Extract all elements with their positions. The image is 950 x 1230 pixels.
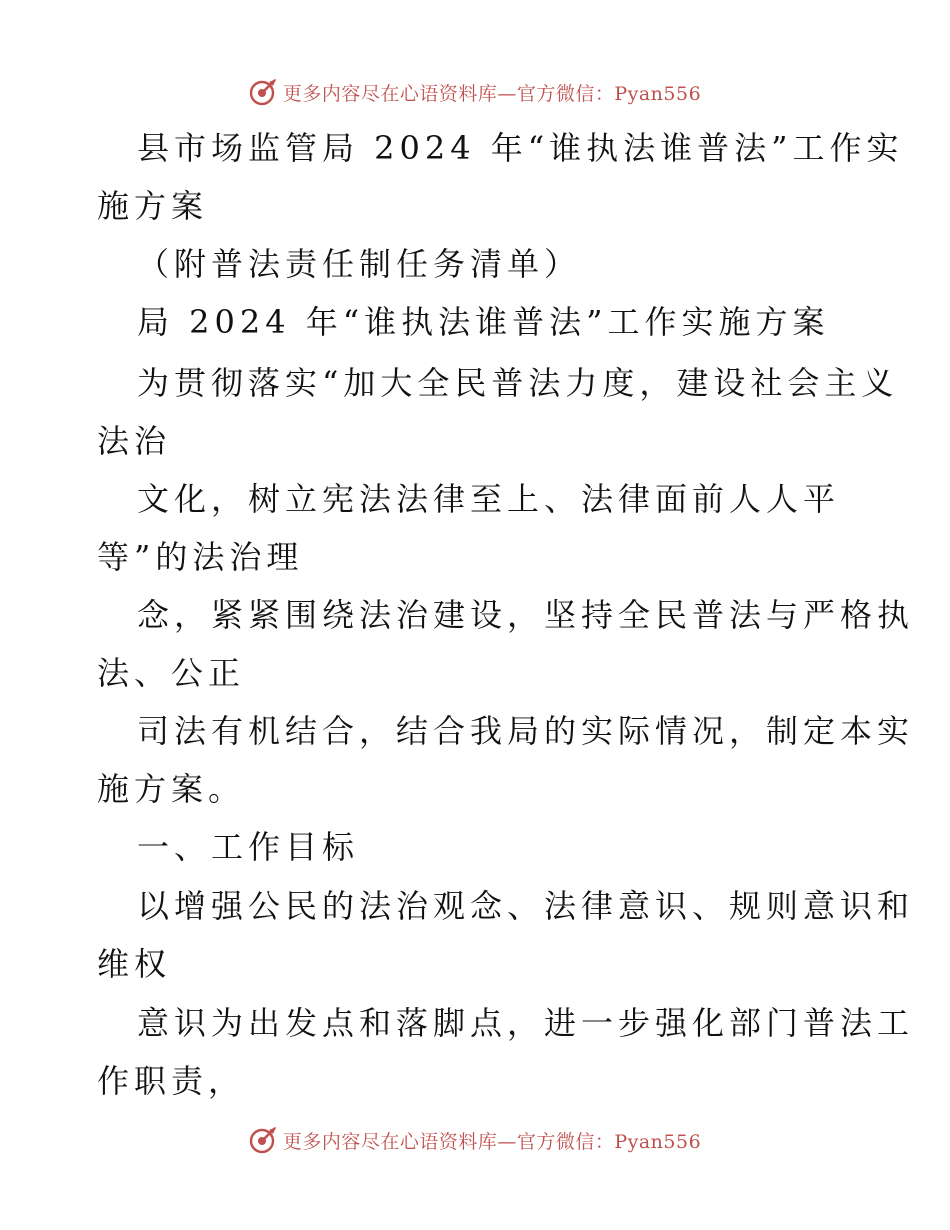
- watermark-banner-bottom: [0, 1120, 950, 1160]
- document-title-line: 施方案: [97, 187, 209, 225]
- paragraph-line: 为贯彻落实“加大全民普法力度，建设社会主义: [137, 364, 899, 402]
- watermark-text: 更多内容尽在心语资料库—官方微信：Pyan556: [282, 1130, 702, 1153]
- section-heading: 一、工作目标: [137, 828, 360, 866]
- paragraph-line: 作职责，: [97, 1062, 246, 1100]
- document-title-line: 县市场监管局 2024 年“谁执法谁普法”工作实: [137, 129, 904, 167]
- paragraph-line: 施方案。: [97, 770, 246, 808]
- paragraph-line: 以增强公民的法治观念、法律意识、规则意识和: [137, 887, 915, 925]
- document-heading: 局 2024 年“谁执法谁普法”工作实施方案: [137, 303, 830, 341]
- paragraph-line: 法治: [97, 422, 172, 460]
- paragraph-line: 维权: [97, 945, 172, 983]
- paragraph-line: 等”的法治理: [97, 538, 304, 576]
- watermark-text: 更多内容尽在心语资料库—官方微信：Pyan556: [282, 82, 702, 105]
- quill-logo-icon: [249, 1126, 277, 1154]
- paragraph-line: 念，紧紧围绕法治建设，坚持全民普法与严格执: [137, 596, 915, 634]
- paragraph-line: 意识为出发点和落脚点，进一步强化部门普法工: [137, 1004, 915, 1042]
- paragraph-line: 法、公正: [97, 654, 246, 692]
- paragraph-line: 文化，树立宪法法律至上、法律面前人人平: [137, 480, 841, 518]
- document-subtitle: （附普法责任制任务清单）: [137, 245, 582, 283]
- paragraph-line: 司法有机结合，结合我局的实际情况，制定本实: [137, 712, 915, 750]
